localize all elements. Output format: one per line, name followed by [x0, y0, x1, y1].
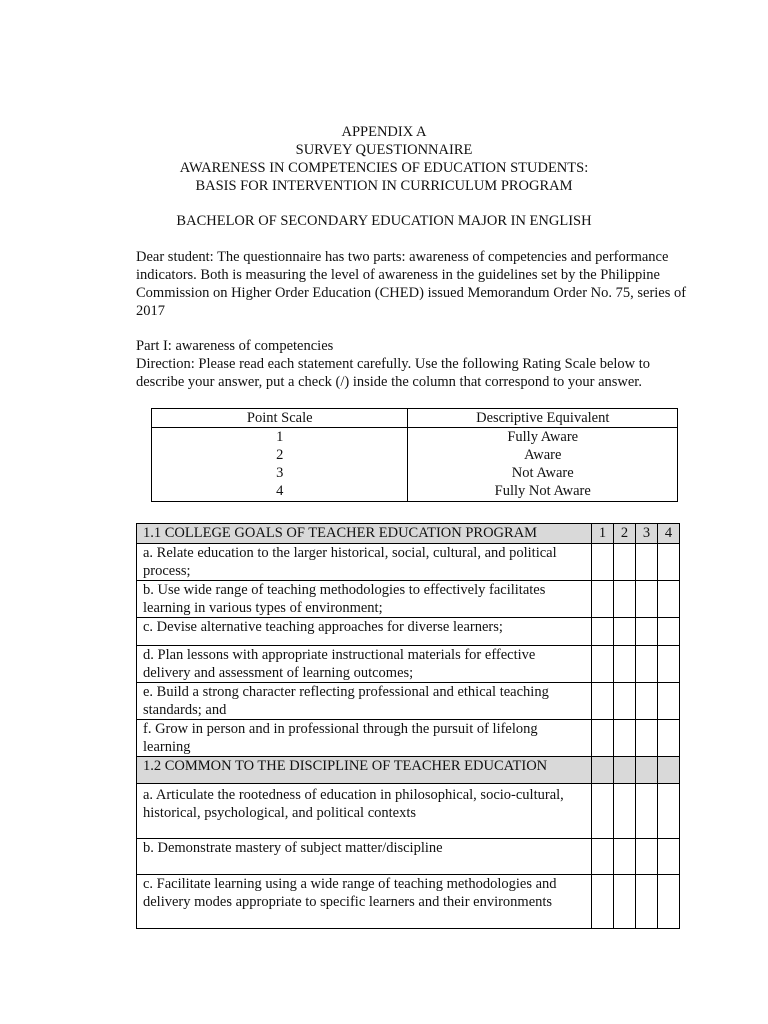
competency-statement: d. Plan lessons with appropriate instructional materials for effective delivery and assessment of learning outcomes; [137, 646, 592, 683]
rating-cell[interactable] [592, 784, 614, 839]
rating-cell[interactable] [592, 683, 614, 720]
program-major: BACHELOR OF SECONDARY EDUCATION MAJOR IN ENGLISH [176, 213, 592, 229]
scale-point: 2 [276, 447, 284, 463]
section-header-row [137, 757, 680, 784]
rating-header-blank [658, 757, 680, 784]
rating-cell[interactable] [592, 839, 614, 875]
appendix-label: APPENDIX A [341, 124, 427, 140]
rating-cell[interactable] [614, 544, 636, 581]
rating-cell[interactable] [658, 875, 680, 929]
section-header-row [137, 524, 680, 544]
section-title: 1.1 COLLEGE GOALS OF TEACHER EDUCATION PROGRAM [137, 524, 592, 544]
rating-column-header: 1 [592, 524, 614, 544]
competency-statement: c. Facilitate learning using a wide range of teaching methodologies and delivery modes appropriate to specific learners and their environments [137, 875, 592, 929]
part-one-direction: Direction: Please read each statement carefully. Use the following Rating Scale below to describe your answer, put a check (/) inside the column that correspond to your answer. [136, 356, 651, 390]
rating-cell[interactable] [636, 683, 658, 720]
table-row [137, 683, 680, 720]
table-row [137, 618, 680, 646]
scale-equivalent: Aware [524, 447, 562, 463]
scale-points-cell [152, 428, 408, 502]
rating-cell[interactable] [592, 581, 614, 618]
rating-cell[interactable] [658, 784, 680, 839]
table-row [137, 784, 680, 839]
competency-statement: c. Devise alternative teaching approaches for diverse learners; [137, 618, 592, 646]
rating-header-blank [592, 757, 614, 784]
document-header [0, 123, 768, 195]
scale-point: 3 [276, 465, 284, 481]
intro-paragraph: Dear student: The questionnaire has two parts: awareness of competencies and performance indicators. Both is measuring the level of awareness in the guidelines set by the Philippine Commission on Higher Order Education (CHED) issued Memorandum Order No. 75, series of 2017 [136, 249, 687, 319]
scale-equivalent: Not Aware [511, 465, 574, 481]
rating-column-header: 3 [636, 524, 658, 544]
rating-cell[interactable] [658, 544, 680, 581]
rating-cell[interactable] [636, 581, 658, 618]
rating-cell[interactable] [636, 875, 658, 929]
rating-cell[interactable] [658, 720, 680, 757]
competency-statement: b. Use wide range of teaching methodologies to effectively facilitates learning in various types of environment; [137, 581, 592, 618]
rating-cell[interactable] [636, 646, 658, 683]
scale-equivalent: Fully Not Aware [494, 483, 591, 499]
rating-column-header: 2 [614, 524, 636, 544]
competency-survey-table [136, 523, 680, 929]
study-title-line1: AWARENESS IN COMPETENCIES OF EDUCATION STUDENTS: [179, 160, 589, 176]
rating-cell[interactable] [636, 839, 658, 875]
scale-point: 4 [276, 483, 284, 499]
rating-cell[interactable] [592, 544, 614, 581]
rating-cell[interactable] [658, 683, 680, 720]
scale-header-point: Point Scale [152, 409, 408, 428]
rating-header-blank [636, 757, 658, 784]
rating-cell[interactable] [658, 646, 680, 683]
table-row [137, 581, 680, 618]
rating-cell[interactable] [614, 646, 636, 683]
scale-point: 1 [276, 429, 284, 445]
rating-cell[interactable] [614, 683, 636, 720]
part-one-block [136, 337, 696, 391]
table-row [137, 875, 680, 929]
rating-cell[interactable] [614, 839, 636, 875]
rating-scale-table [151, 408, 678, 502]
rating-cell[interactable] [592, 720, 614, 757]
competency-statement: b. Demonstrate mastery of subject matter/discipline [137, 839, 592, 875]
rating-cell[interactable] [614, 581, 636, 618]
rating-cell[interactable] [614, 618, 636, 646]
rating-column-header: 4 [658, 524, 680, 544]
study-title-line2: BASIS FOR INTERVENTION IN CURRICULUM PROGRAM [195, 178, 573, 194]
scale-equivalent: Fully Aware [507, 429, 579, 445]
rating-cell[interactable] [592, 618, 614, 646]
rating-cell[interactable] [636, 720, 658, 757]
scale-header-equivalent: Descriptive Equivalent [408, 409, 678, 428]
rating-cell[interactable] [658, 581, 680, 618]
rating-cell[interactable] [614, 720, 636, 757]
rating-cell[interactable] [658, 618, 680, 646]
rating-cell[interactable] [636, 618, 658, 646]
table-row [137, 646, 680, 683]
table-row [137, 839, 680, 875]
rating-cell[interactable] [592, 646, 614, 683]
rating-cell[interactable] [614, 784, 636, 839]
rating-cell[interactable] [658, 839, 680, 875]
part-one-title: Part I: awareness of competencies [136, 338, 334, 354]
scale-equivalents-cell [408, 428, 678, 502]
rating-header-blank [614, 757, 636, 784]
table-row [137, 544, 680, 581]
competency-statement: e. Build a strong character reflecting professional and ethical teaching standards; and [137, 683, 592, 720]
competency-statement: f. Grow in person and in professional through the pursuit of lifelong learning [137, 720, 592, 757]
questionnaire-label: SURVEY QUESTIONNAIRE [295, 142, 473, 158]
rating-cell[interactable] [636, 784, 658, 839]
rating-cell[interactable] [592, 875, 614, 929]
competency-statement: a. Articulate the rootedness of education in philosophical, socio-cultural, historical, psychological, and political contexts [137, 784, 592, 839]
rating-cell[interactable] [614, 875, 636, 929]
competency-statement: a. Relate education to the larger historical, social, cultural, and political process; [137, 544, 592, 581]
rating-cell[interactable] [636, 544, 658, 581]
section-title: 1.2 COMMON TO THE DISCIPLINE OF TEACHER EDUCATION [137, 757, 592, 784]
table-row [137, 720, 680, 757]
